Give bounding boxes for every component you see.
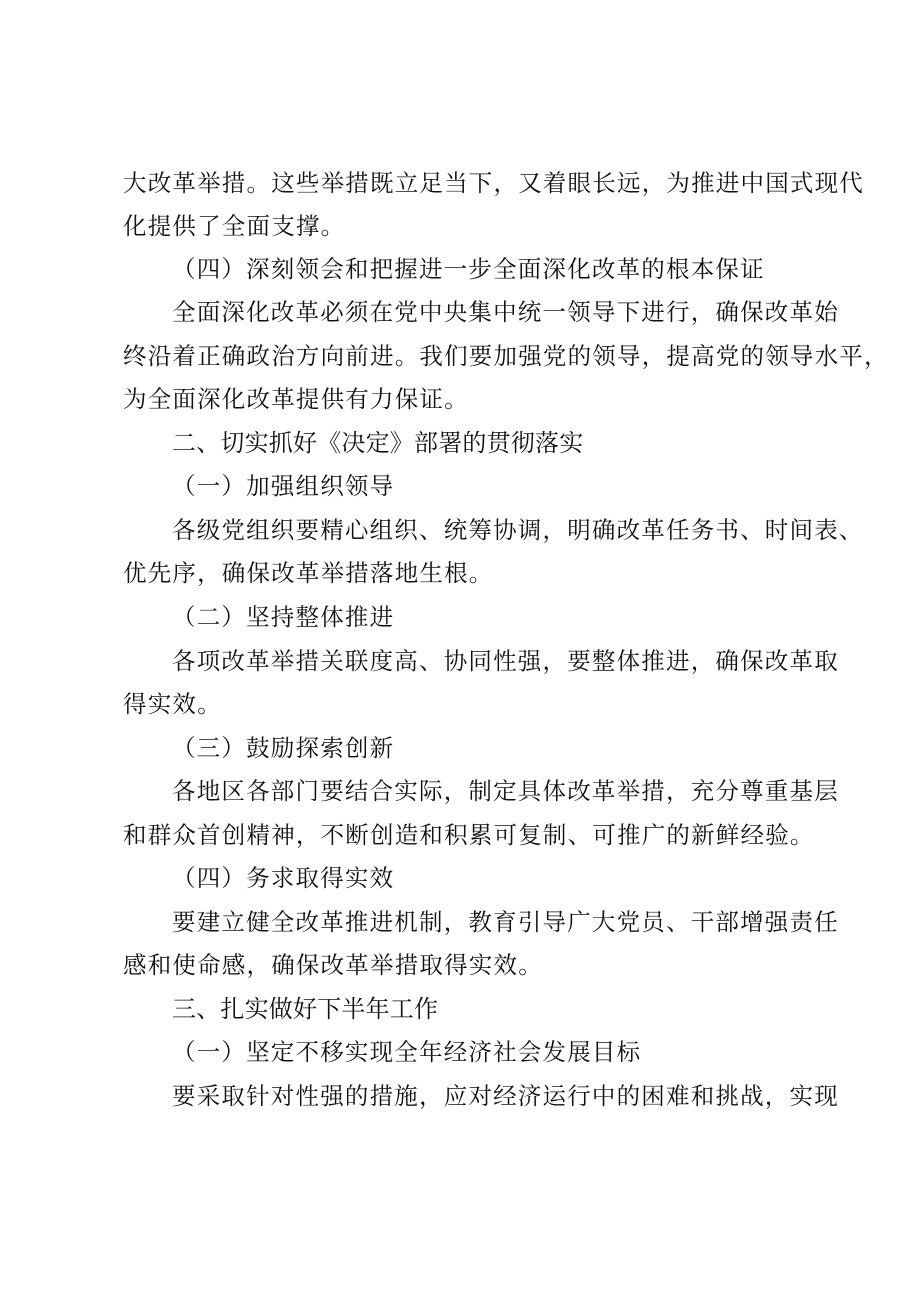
paragraph-line: 要采取针对性强的措施，应对经济运行中的困难和挑战，实现 — [172, 1082, 839, 1110]
subsection-title: （三）鼓励探索创新 — [172, 734, 395, 762]
paragraph-line: 和群众首创精神，不断创造和积累可复制、可推广的新鲜经验。 — [123, 821, 815, 849]
subsection-title: （一）加强组织领导 — [172, 472, 395, 500]
paragraph-line: 终沿着正确政治方向前进。我们要加强党的领导，提高党的领导水平， — [123, 342, 889, 370]
paragraph-line: 要建立健全改革推进机制，教育引导广大党员、干部增强责任 — [172, 908, 839, 936]
paragraph-line: 为全面深化改革提供有力保证。 — [123, 385, 469, 413]
subsection-title: （四）务求取得实效 — [172, 864, 395, 892]
paragraph-line: 优先序，确保改革举措落地生根。 — [123, 559, 494, 587]
section-heading: 三、扎实做好下半年工作 — [172, 995, 439, 1023]
subsection-title: （一）坚定不移实现全年经济社会发展目标 — [172, 1038, 642, 1066]
paragraph-line: 各地区各部门要结合实际，制定具体改革举措，充分尊重基层 — [172, 777, 839, 805]
paragraph-line: 得实效。 — [123, 690, 222, 718]
subsection-title: （四）深刻领会和把握进一步全面深化改革的根本保证 — [172, 255, 765, 283]
paragraph-line: 各项改革举措关联度高、协同性强，要整体推进，确保改革取 — [172, 647, 839, 675]
subsection-title: （二）坚持整体推进 — [172, 603, 395, 631]
paragraph-line: 感和使命感，确保改革举措取得实效。 — [123, 951, 543, 979]
section-heading: 二、切实抓好《决定》部署的贯彻落实 — [172, 429, 584, 457]
paragraph-line: 全面深化改革必须在党中央集中统一领导下进行，确保改革始 — [172, 298, 839, 326]
paragraph-line: 各级党组织要精心组织、统筹协调，明确改革任务书、时间表、 — [172, 516, 864, 544]
paragraph-line: 大改革举措。这些举措既立足当下，又着眼长远，为推进中国式现代 — [123, 169, 864, 197]
paragraph-line: 化提供了全面支撑。 — [123, 212, 346, 240]
